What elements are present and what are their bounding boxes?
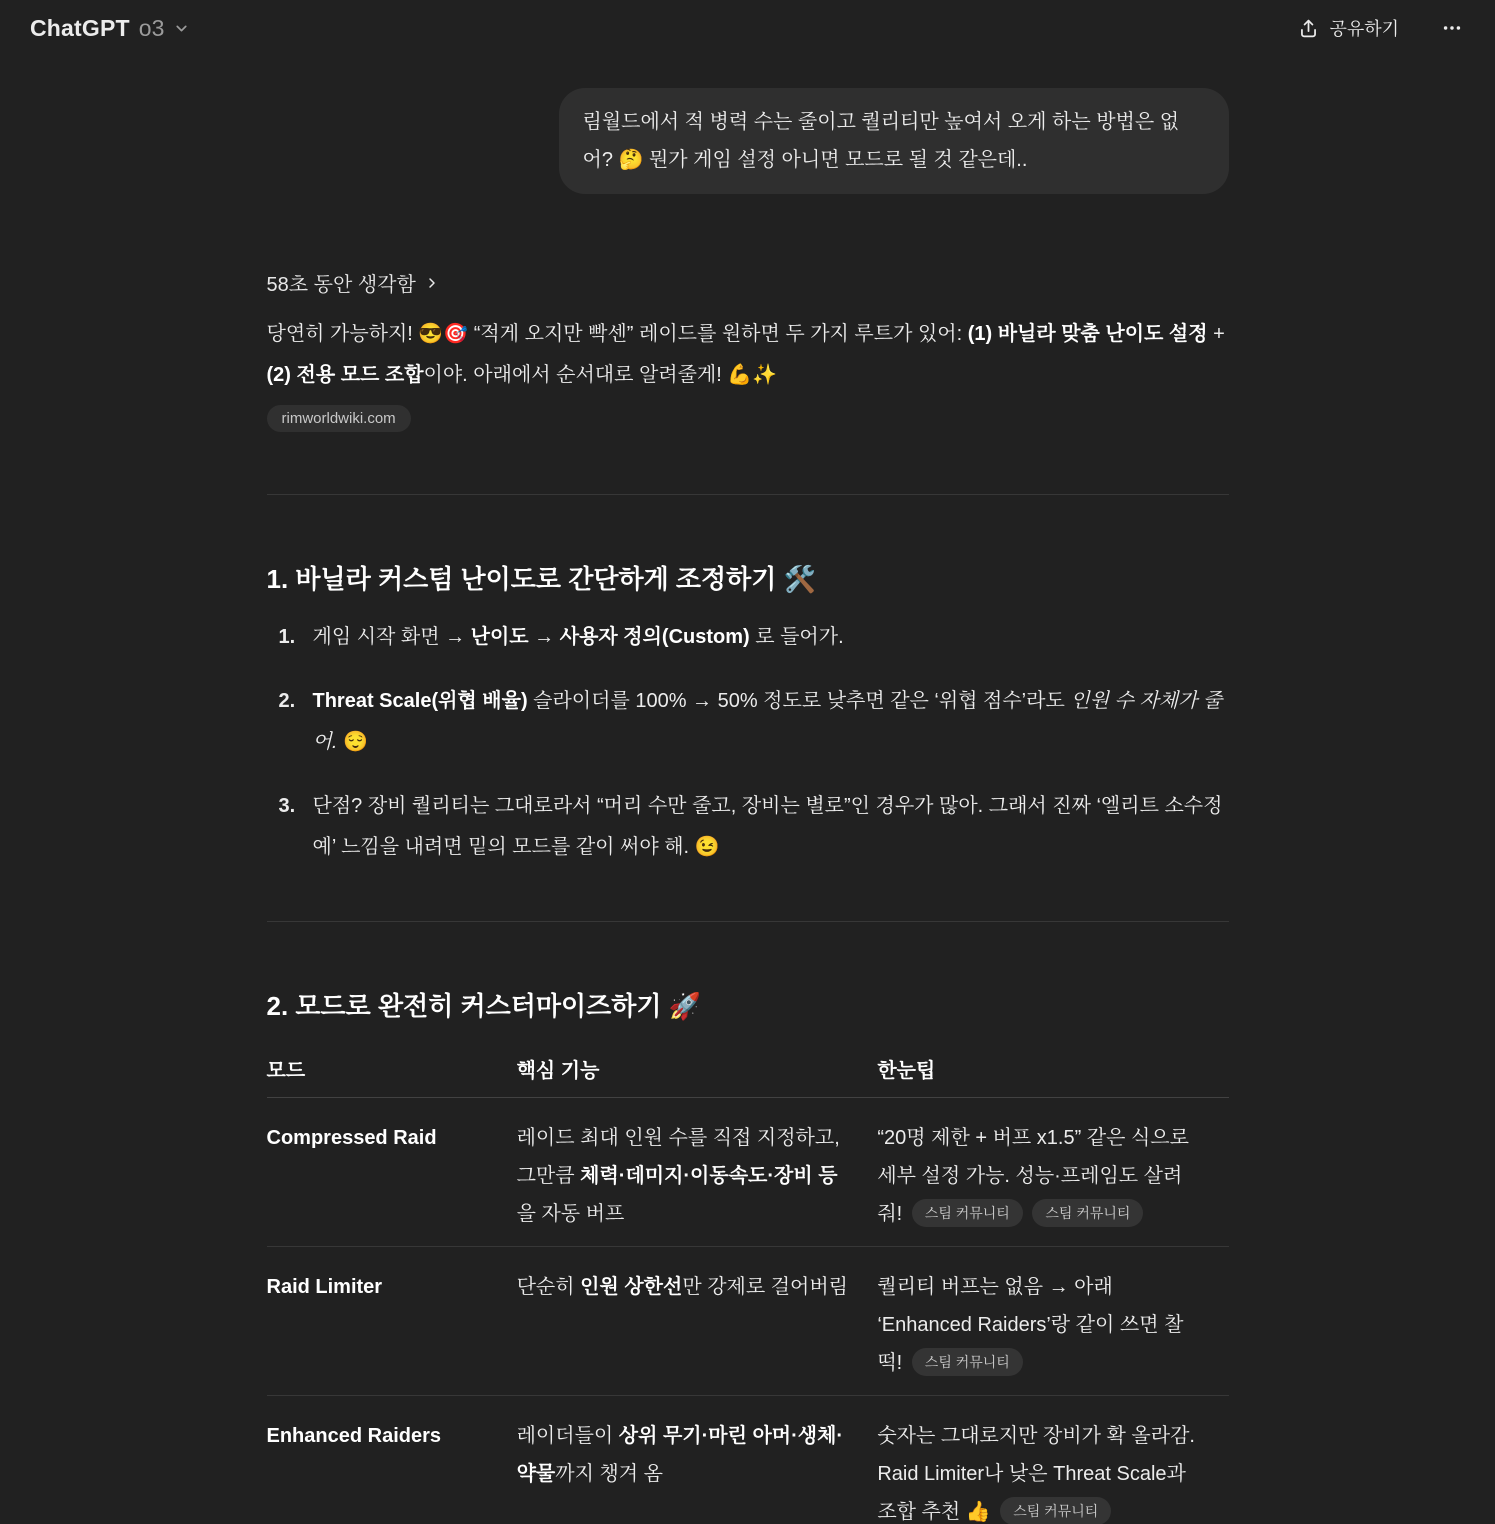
more-options-button[interactable] — [1435, 11, 1469, 45]
mod-feature-cell: 레이드 최대 인원 수를 직접 지정하고, 그만큼 체력·데미지·이동속도·장비 등을 자동 버프 — [517, 1098, 878, 1247]
section-divider — [267, 921, 1229, 922]
steam-community-badge[interactable]: 스팀 커뮤니티 — [912, 1199, 1023, 1227]
table-row — [267, 1396, 1229, 1524]
mod-name-cell: Enhanced Raiders — [266, 1425, 442, 1447]
column-header-tip: 한눈팁 — [877, 1050, 1228, 1098]
share-label: 공유하기 — [1329, 19, 1399, 39]
column-header-feature: 핵심 기능 — [517, 1050, 878, 1098]
section1-steps-list — [267, 617, 1229, 868]
list-item-text: Threat Scale(위협 배율) 슬라이더를 100% → 50% 정도로 낮추면 같은 ‘위협 점수’라도 인원 수 자체가 줄어. 😌 — [312, 690, 1223, 753]
list-item-number: 1. — [278, 626, 296, 648]
steam-community-badge[interactable]: 스팀 커뮤니티 — [1032, 1199, 1143, 1227]
section1-heading: 1. 바닐라 커스텀 난이도로 간단하게 조정하기 🛠️ — [266, 564, 816, 594]
top-bar — [0, 0, 1495, 56]
table-row — [267, 1247, 1229, 1396]
list-item — [279, 786, 1229, 868]
topbar-actions — [1290, 9, 1469, 47]
list-item-number: 3. — [278, 795, 296, 817]
conversation-area — [267, 88, 1229, 1524]
ellipsis-icon — [1441, 17, 1463, 39]
list-item — [279, 617, 1229, 658]
mod-tip-cell: “20명 제한 + 버프 x1.5” 같은 식으로 세부 설정 가능. 성능·프레임도 살려줘! 스팀 커뮤니티 스팀 커뮤니티 — [877, 1098, 1228, 1247]
list-item-number: 2. — [278, 690, 296, 712]
table-row — [267, 1098, 1229, 1247]
mod-tip-cell: 숫자는 그대로지만 장비가 확 올라감. Raid Limiter나 낮은 Threat Scale과 조합 추천 👍 스팀 커뮤니티 — [877, 1425, 1195, 1523]
user-message-bubble: 림월드에서 적 병력 수는 줄이고 퀄리티만 높여서 오게 하는 방법은 없어? 🤔 뭔가 게임 설정 아니면 모드로 될 것 같은데.. — [559, 88, 1229, 194]
source-citation-badge[interactable]: rimworldwiki.com — [267, 405, 411, 432]
share-button[interactable] — [1290, 9, 1407, 47]
thinking-summary-label: 58초 동안 생각함 — [266, 274, 416, 296]
section-divider — [267, 494, 1229, 495]
model-switcher[interactable] — [26, 9, 194, 48]
table-header-row — [267, 1050, 1229, 1098]
section2-heading: 2. 모드로 완전히 커스터마이즈하기 🚀 — [266, 991, 702, 1021]
mod-name-cell: Raid Limiter — [267, 1247, 517, 1396]
model-name: o3 — [138, 14, 165, 41]
mod-tip-cell: 퀄리티 버프는 없음 → 아래 ‘Enhanced Raiders’랑 같이 쓰면 찰떡! 스팀 커뮤니티 — [877, 1247, 1228, 1396]
steam-community-badge[interactable]: 스팀 커뮤니티 — [1000, 1497, 1111, 1524]
steam-community-badge[interactable]: 스팀 커뮤니티 — [912, 1348, 1023, 1376]
app-name: ChatGPT — [30, 14, 130, 41]
chevron-right-icon — [424, 275, 440, 291]
user-message-row — [267, 88, 1229, 194]
mod-feature-cell: 레이더들이 상위 무기·마린 아머·생체·약물까지 챙겨 옴 — [516, 1425, 844, 1485]
column-header-mod: 모드 — [267, 1050, 517, 1098]
thinking-summary-toggle[interactable] — [267, 268, 440, 297]
mods-table — [267, 1050, 1229, 1524]
assistant-intro-paragraph: 당연히 가능하지! 😎🎯 “적게 오지만 빡센” 레이드를 원하면 두 가지 루트가 있어: (1) 바닐라 맞춤 난이도 설정 + (2) 전용 모드 조합이야. 아래에서 순서대로 알려줄게! 💪✨ — [266, 323, 1225, 386]
share-icon — [1298, 18, 1319, 39]
chevron-down-icon — [173, 20, 190, 37]
list-item-text: 단점? 장비 퀄리티는 그대로라서 “머리 수만 줄고, 장비는 별로”인 경우가 많아. 그래서 진짜 ‘엘리트 소수정예’ 느낌을 내려면 밑의 모드를 같이 써야 해. 😉 — [312, 795, 1223, 858]
mod-name-cell: Compressed Raid — [267, 1098, 517, 1247]
list-item-text: 게임 시작 화면 → 난이도 → 사용자 정의(Custom) 로 들어가. — [312, 626, 844, 648]
list-item — [279, 681, 1229, 763]
source-badge-row — [267, 405, 1229, 432]
mod-feature-cell: 단순히 인원 상한선만 강제로 걸어버림 — [517, 1247, 878, 1396]
